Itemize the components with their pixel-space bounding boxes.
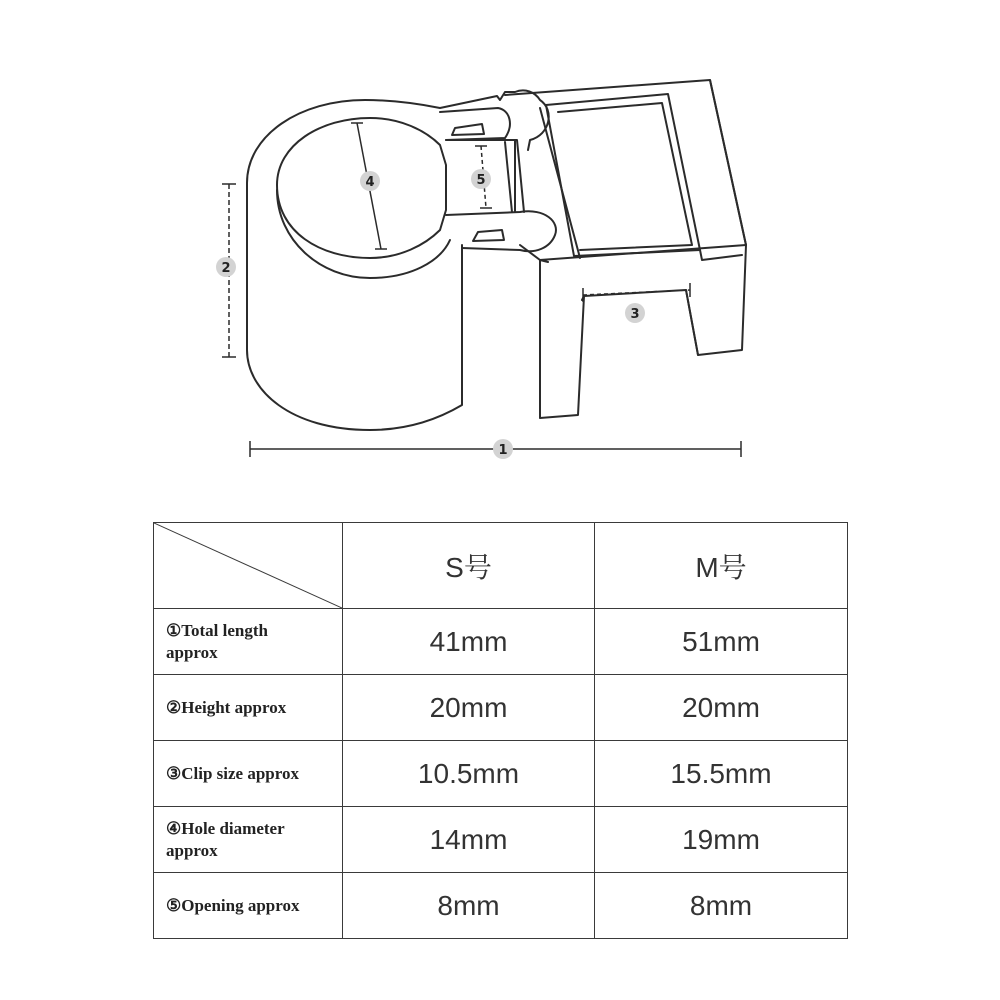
row-label-height: ②Height approx bbox=[154, 675, 343, 741]
clip-opening bbox=[582, 250, 742, 355]
tab-slot-top bbox=[452, 124, 484, 135]
value-height-s: 20mm bbox=[343, 675, 595, 741]
table-header-row bbox=[154, 523, 848, 609]
table-row bbox=[154, 741, 848, 807]
table-row bbox=[154, 675, 848, 741]
value-clip-size-m: 15.5mm bbox=[595, 741, 848, 807]
table-corner-cell bbox=[154, 523, 343, 609]
ring-lower-inner bbox=[277, 190, 450, 278]
table-row bbox=[154, 807, 848, 873]
marker-clip-size: 3 bbox=[630, 307, 640, 322]
value-total-length-s: 41mm bbox=[343, 609, 595, 675]
tab-slot-bottom bbox=[473, 230, 504, 241]
table-row bbox=[154, 873, 848, 939]
value-hole-diameter-s: 14mm bbox=[343, 807, 595, 873]
value-hole-diameter-m: 19mm bbox=[595, 807, 848, 873]
marker-total-length: 1 bbox=[498, 443, 508, 458]
slot-inner bbox=[558, 103, 692, 250]
value-total-length-m: 51mm bbox=[595, 609, 848, 675]
row-label-hole-diameter: ④Hole diameter approx bbox=[154, 807, 343, 873]
body-right-edge bbox=[710, 80, 746, 245]
row-label-clip-size: ③Clip size approx bbox=[154, 741, 343, 807]
value-clip-size-s: 10.5mm bbox=[343, 741, 595, 807]
row-label-opening: ⑤Opening approx bbox=[154, 873, 343, 939]
ring-hole bbox=[277, 118, 446, 258]
value-opening-m: 8mm bbox=[595, 873, 848, 939]
marker-height: 2 bbox=[221, 261, 231, 276]
row-label-total-length: ①Total length approx bbox=[154, 609, 343, 675]
value-opening-s: 8mm bbox=[343, 873, 595, 939]
size-spec-table bbox=[153, 522, 848, 939]
table-row bbox=[154, 609, 848, 675]
value-height-m: 20mm bbox=[595, 675, 848, 741]
marker-opening: 5 bbox=[476, 173, 486, 188]
column-header-m: M号 bbox=[595, 523, 848, 609]
corner-diagonal bbox=[154, 523, 342, 608]
marker-hole-diameter: 4 bbox=[365, 175, 375, 190]
column-header-s: S号 bbox=[343, 523, 595, 609]
ring-outline bbox=[247, 90, 549, 430]
